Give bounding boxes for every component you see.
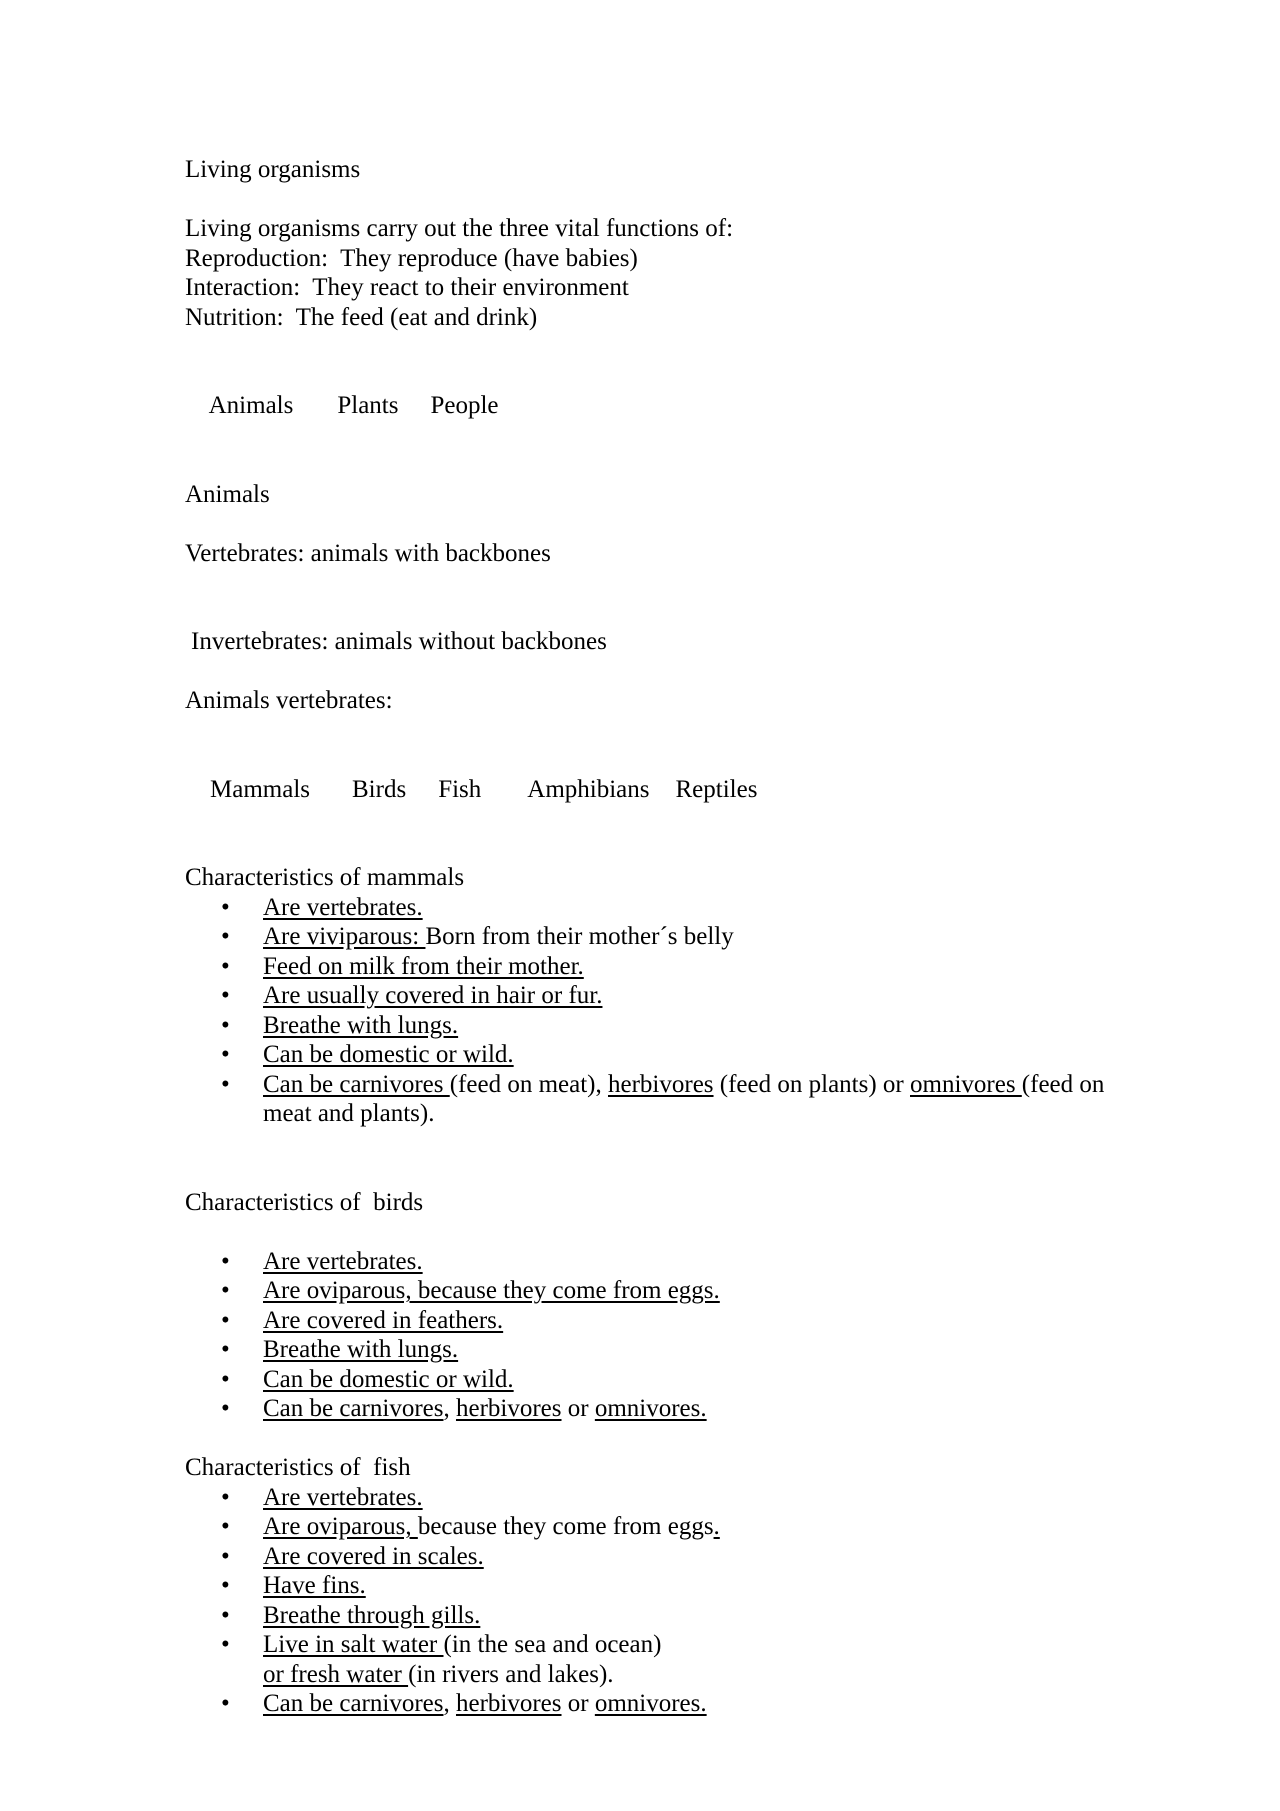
class-amphibians: Amphibians <box>527 775 650 803</box>
list-item: • Are vertebrates. <box>185 1483 1105 1513</box>
list-item: • Breathe with lungs. <box>185 1011 1105 1041</box>
spacer <box>185 568 1105 627</box>
list-item: • Are vertebrates. <box>185 893 1105 923</box>
class-birds: Birds <box>352 775 407 803</box>
spacer <box>185 450 1105 480</box>
list-item: • Can be domestic or wild. <box>185 1365 1105 1395</box>
spacer <box>185 1129 1105 1188</box>
spacer <box>185 332 1105 362</box>
spacer <box>185 657 1105 687</box>
document-page <box>185 155 1105 1719</box>
kingdom-people: People <box>430 392 499 419</box>
mammals-list <box>185 893 1105 1129</box>
list-item: • Can be carnivores, herbivores or omnivores. <box>185 1394 1105 1424</box>
class-fish: Fish <box>438 775 482 803</box>
spacer <box>185 185 1105 215</box>
fish-heading: Characteristics of fish <box>185 1454 411 1481</box>
kingdoms-row <box>185 362 1105 451</box>
list-item: • Can be carnivores (feed on meat), herbivores (feed on plants) or omnivores (feed on meat and plants). <box>185 1070 1105 1129</box>
list-item: • Breathe through gills. <box>185 1601 1105 1631</box>
kingdom-animals: Animals <box>208 392 294 419</box>
list-item: • Breathe with lungs. <box>185 1335 1105 1365</box>
list-item: • Are vertebrates. <box>185 1247 1105 1277</box>
intro-heading: Living organisms carry out the three vital functions of: <box>185 215 734 242</box>
list-item: • Are covered in feathers. <box>185 1306 1105 1336</box>
birds-heading: Characteristics of birds <box>185 1188 424 1216</box>
document-title: Living organisms <box>185 156 361 183</box>
vertebrate-classes-row <box>185 745 1105 834</box>
animals-vertebrates-heading: Animals vertebrates: <box>185 687 393 714</box>
list-item: • Are covered in scales. <box>185 1542 1105 1572</box>
list-item: • Are viviparous: Born from their mother´s belly <box>185 922 1105 952</box>
list-item: • Feed on milk from their mother. <box>185 952 1105 982</box>
list-item: • Are oviparous, because they come from eggs. <box>185 1276 1105 1306</box>
list-item: • Are oviparous, because they come from eggs. <box>185 1512 1105 1542</box>
function-reproduction: Reproduction: They reproduce (have babies) <box>185 244 638 272</box>
list-item: • Can be domestic or wild. <box>185 1040 1105 1070</box>
list-item: • Have fins. <box>185 1571 1105 1601</box>
list-item: • Can be carnivores, herbivores or omnivores. <box>185 1689 1105 1719</box>
mammals-heading: Characteristics of mammals <box>185 864 465 891</box>
class-reptiles: Reptiles <box>675 775 758 803</box>
class-mammals: Mammals <box>210 775 310 803</box>
invertebrates-definition: Invertebrates: animals without backbones <box>191 628 607 655</box>
spacer <box>185 1217 1105 1247</box>
vertebrates-definition: Vertebrates: animals with backbones <box>185 539 551 567</box>
fish-list <box>185 1483 1105 1719</box>
spacer <box>185 834 1105 864</box>
function-interaction: Interaction: They react to their environment <box>185 274 629 301</box>
list-item: • Are usually covered in hair or fur. <box>185 981 1105 1011</box>
animals-heading: Animals <box>185 480 270 508</box>
list-item: • Live in salt water (in the sea and ocean) <box>185 1630 1105 1660</box>
birds-list <box>185 1247 1105 1424</box>
kingdom-plants: Plants <box>337 392 399 419</box>
spacer <box>185 509 1105 539</box>
function-nutrition: Nutrition: The feed (eat and drink) <box>185 303 538 331</box>
spacer <box>185 716 1105 746</box>
list-item-continuation: or fresh water (in rivers and lakes). <box>263 1660 614 1688</box>
spacer <box>185 1424 1105 1454</box>
